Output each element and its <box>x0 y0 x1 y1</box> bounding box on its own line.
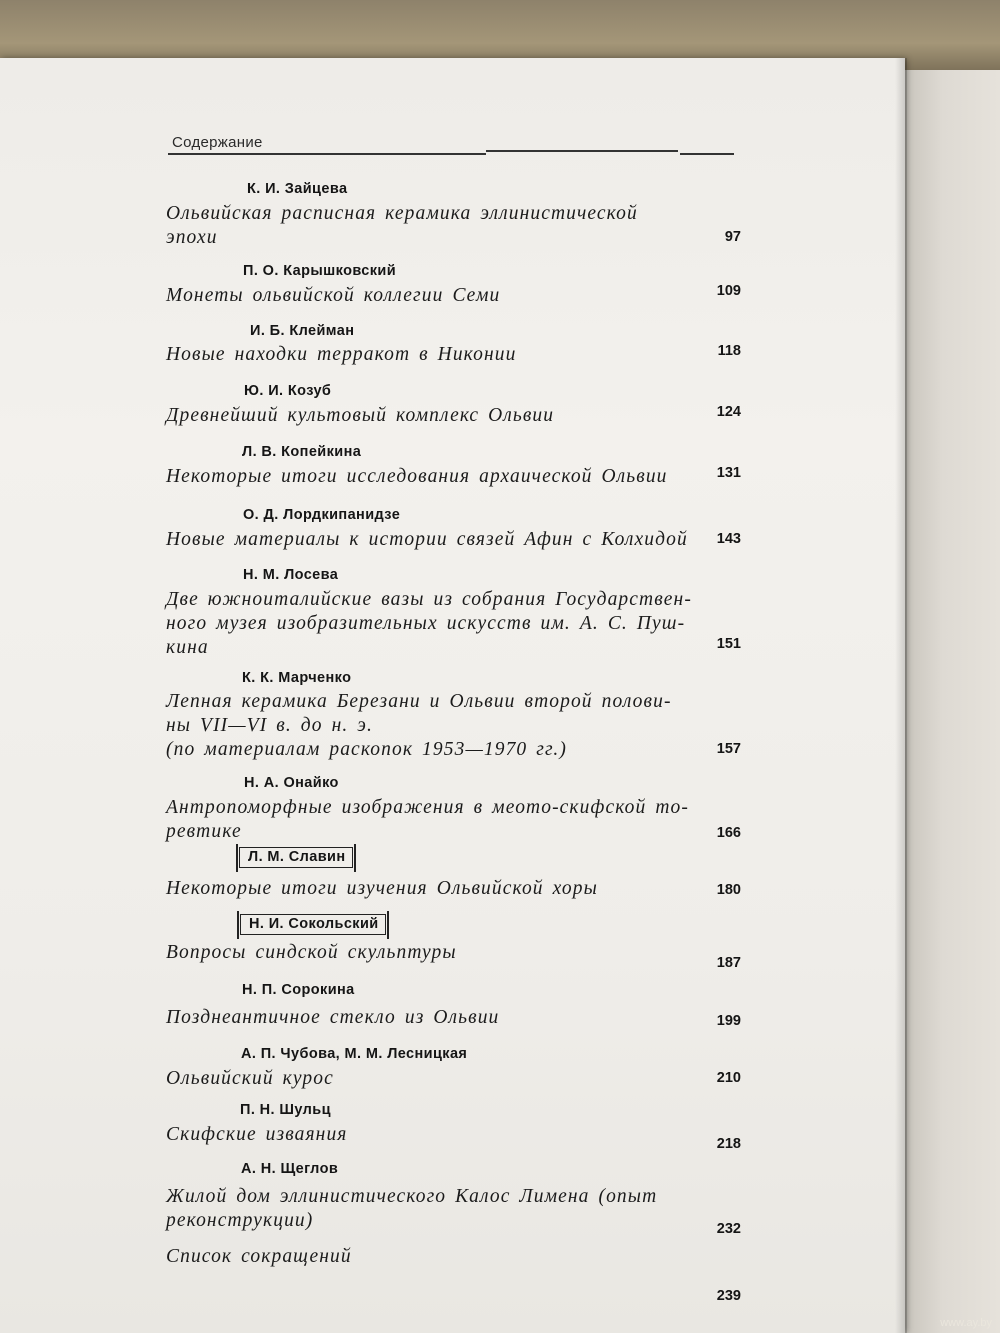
facing-page-edge <box>905 70 1000 1333</box>
header-rule <box>486 150 678 152</box>
header-rule <box>680 153 734 155</box>
entry-title: Ольвийский курос <box>166 1068 334 1089</box>
entry-title: Позднеантичное стекло из Ольвии <box>166 1007 500 1028</box>
entry-author: А. Н. Щеглов <box>241 1161 339 1177</box>
entry-author: П. Н. Шульц <box>240 1102 331 1118</box>
entry-page-number: 232 <box>716 1221 741 1237</box>
entry-page-number: 118 <box>717 343 741 359</box>
entry-page-number: 210 <box>716 1070 741 1086</box>
entry-page-number: 199 <box>716 1013 741 1029</box>
entry-page-number: 124 <box>716 404 741 420</box>
entry-title: Древнейший культовый комплекс Ольвии <box>166 405 555 426</box>
entry-page-number: 180 <box>716 882 741 898</box>
watermark: www.ay.by <box>940 1317 992 1329</box>
entry-title: Скифские изваяния <box>166 1124 348 1145</box>
entry-page-number: 151 <box>716 636 741 652</box>
entry-author: А. П. Чубова, М. М. Лесницкая <box>241 1046 468 1062</box>
entry-title: Две южноиталийские вазы из собрания Государствен- ного музея изобразительных искусств им. А. С. Пуш- кина <box>166 589 692 658</box>
entry-page-number: 157 <box>716 741 741 757</box>
entry-author: И. Б. Клейман <box>250 323 355 339</box>
entry-author: Н. И. Сокольский <box>240 914 386 935</box>
entry-title: Антропоморфные изображения в меото-скифской то- ревтике <box>166 797 689 842</box>
entry-page-number: 187 <box>716 955 741 971</box>
entry-author: Л. В. Копейкина <box>242 444 362 460</box>
entry-author: Ю. И. Козуб <box>244 383 332 399</box>
entry-author: П. О. Карышковский <box>243 263 397 279</box>
entry-title: Монеты ольвийской коллегии Семи <box>166 285 501 306</box>
entry-page-number: 109 <box>716 283 741 299</box>
entry-title: Новые находки терракот в Никонии <box>166 344 517 365</box>
entry-title: Вопросы синдской скульптуры <box>166 942 457 963</box>
entry-author: К. К. Марченко <box>242 670 352 686</box>
entry-title: Некоторые итоги изучения Ольвийской хоры <box>166 878 598 899</box>
entry-author: К. И. Зайцева <box>247 181 348 197</box>
entry-page-number: 218 <box>716 1136 741 1152</box>
header-rule <box>168 153 486 155</box>
entry-author: Н. А. Онайко <box>244 775 339 791</box>
entry-page-number: 143 <box>716 531 741 547</box>
entry-title: Ольвийская расписная керамика эллинистической эпохи <box>166 203 638 248</box>
entry-author: Н. П. Сорокина <box>242 982 355 998</box>
entry-title: Новые материалы к истории связей Афин с Колхидой <box>166 529 688 550</box>
section-title: Содержание <box>172 134 263 151</box>
entry-title: Список сокращений <box>166 1246 352 1267</box>
page-gutter-shadow <box>895 58 907 1333</box>
entry-author: Л. М. Славин <box>239 847 353 868</box>
entry-title: Лепная керамика Березани и Ольвии второй полови- ны VII—VI в. до н. э. (по материалам раскопок 1953—1970 гг.) <box>166 691 672 760</box>
entry-page-number: 131 <box>716 465 741 481</box>
entry-author: Н. М. Лосева <box>243 567 339 583</box>
entry-title: Жилой дом эллинистического Калос Лимена (опыт реконструкции) <box>166 1186 658 1231</box>
entry-page-number: 239 <box>716 1288 741 1304</box>
entry-page-number: 166 <box>716 825 741 841</box>
entry-author: О. Д. Лордкипанидзе <box>243 507 401 523</box>
entry-title: Некоторые итоги исследования архаической Ольвии <box>166 466 668 487</box>
entry-page-number: 97 <box>724 229 741 245</box>
